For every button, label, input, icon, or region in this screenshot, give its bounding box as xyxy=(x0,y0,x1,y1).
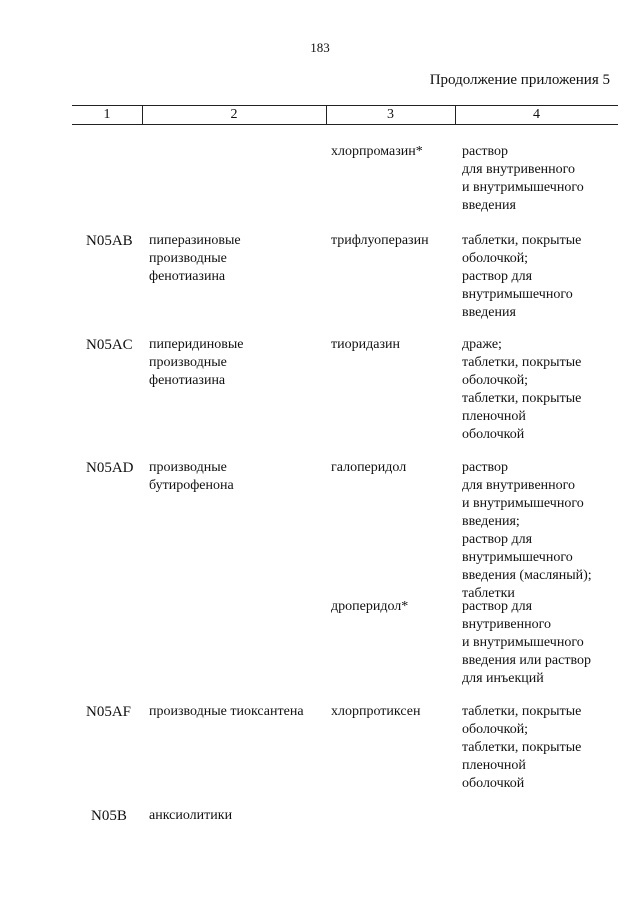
row-3-group: производные бутирофенона xyxy=(149,460,234,493)
row-2-code: N05AC xyxy=(86,337,133,353)
row-2-form: драже; таблетки, покрытые оболочкой; таблетки, покрытые пленочной оболочкой xyxy=(462,337,582,442)
continuation-title: Продолжение приложения 5 xyxy=(429,72,610,88)
column-header-4: 4 xyxy=(533,107,540,122)
row-5-code: N05AF xyxy=(86,704,132,720)
row-0-drug: хлорпромазин* xyxy=(331,144,423,159)
row-1-form: таблетки, покрытые оболочкой; раствор для внутримышечного введения xyxy=(462,233,582,320)
row-2-drug: тиоридазин xyxy=(331,337,400,352)
row-3-code: N05AD xyxy=(86,460,134,476)
page-number: 183 xyxy=(310,40,330,55)
row-5-form: таблетки, покрытые оболочкой; таблетки, покрытые пленочной оболочкой xyxy=(462,704,582,791)
header-bottom-rule xyxy=(72,124,618,125)
row-4-drug: дроперидол* xyxy=(331,599,409,614)
column-header-3: 3 xyxy=(387,107,394,122)
row-2-group: пиперидиновые производные фенотиазина xyxy=(149,337,244,388)
row-5-drug: хлорпротиксен xyxy=(331,704,421,719)
row-3-drug: галоперидол xyxy=(331,460,407,475)
row-0-form: раствор для внутривенного и внутримышечного введения xyxy=(462,144,584,213)
row-1-drug: трифлуоперазин xyxy=(331,233,429,248)
row-3-form: раствор для внутривенного и внутримышечного введения; раствор для внутримышечного введения (масляный); таблетки xyxy=(462,460,592,601)
header-top-rule xyxy=(72,105,618,106)
row-6-code: N05B xyxy=(91,808,127,824)
column-header-1: 1 xyxy=(103,107,111,122)
row-6-group: анксиолитики xyxy=(149,808,233,823)
row-1-group: пиперазиновые производные фенотиазина xyxy=(149,233,241,284)
row-4-form: раствор для внутривенного и внутримышечного введения или раствор для инъекций xyxy=(462,599,591,686)
row-1-code: N05AB xyxy=(86,233,133,249)
column-header-2: 2 xyxy=(230,107,238,122)
row-5-group: производные тиоксантена xyxy=(149,704,304,719)
